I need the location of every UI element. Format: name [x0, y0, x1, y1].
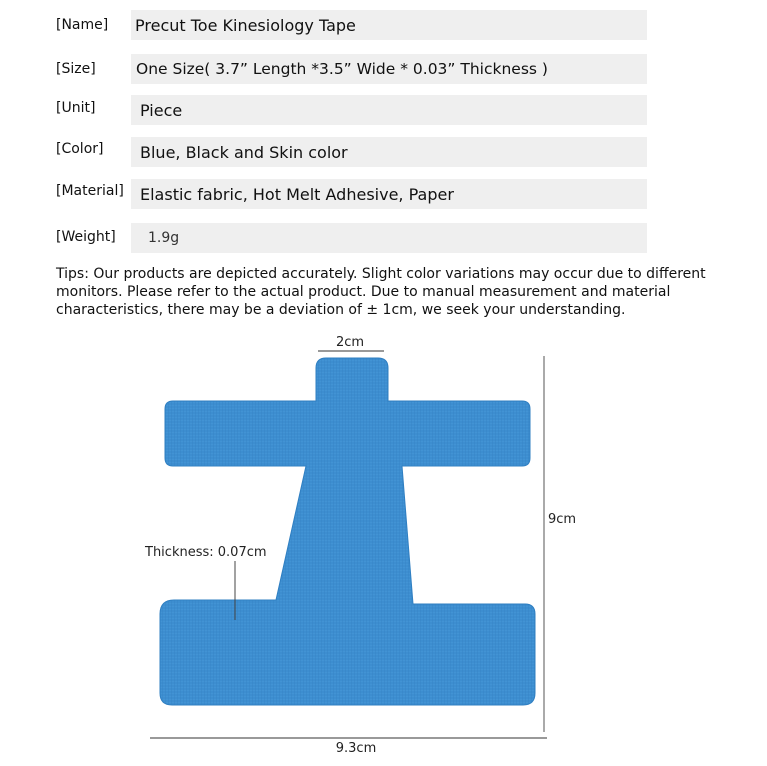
- spec-label: [Material]: [56, 183, 124, 199]
- width-label: 9.3cm: [335, 741, 377, 756]
- thickness-label: Thickness: 0.07cm: [145, 545, 267, 560]
- spec-value: Precut Toe Kinesiology Tape: [131, 10, 647, 40]
- tape-shape: [160, 358, 535, 705]
- spec-label: [Name]: [56, 17, 109, 33]
- spec-label: [Weight]: [56, 229, 116, 245]
- spec-value: One Size( 3.7” Length *3.5” Wide * 0.03” Thickness ): [131, 54, 647, 84]
- spec-label: [Size]: [56, 61, 96, 77]
- spec-label: [Unit]: [56, 100, 96, 116]
- spec-value: Blue, Black and Skin color: [131, 137, 647, 167]
- tips-text: Tips: Our products are depicted accurately. Slight color variations may occur due to different monitors. Please refer to the actual product. Due to manual measurement and material characteristics, there may be a deviation of ± 1cm, we seek your understanding.: [56, 266, 706, 318]
- spec-value: Elastic fabric, Hot Melt Adhesive, Paper: [131, 179, 647, 209]
- top-width-label: 2cm: [335, 335, 365, 350]
- height-label: 9cm: [548, 512, 577, 527]
- spec-value: Piece: [131, 95, 647, 125]
- spec-value: 1.9g: [131, 223, 647, 253]
- spec-label: [Color]: [56, 141, 104, 157]
